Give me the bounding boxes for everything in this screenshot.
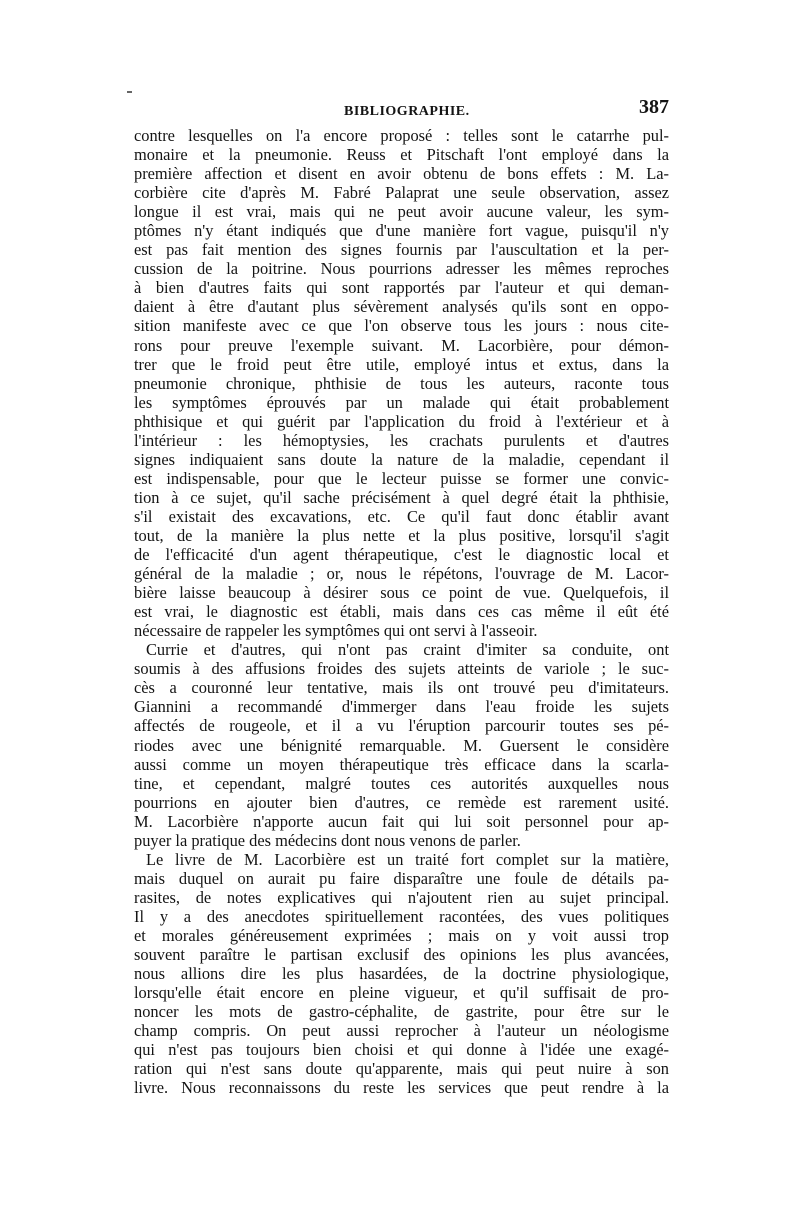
stray-ink-mark: [127, 91, 132, 93]
text-line: aussi comme un moyen thérapeutique très efficace dans la scarla-: [134, 754, 669, 774]
text-line: souvent paraître le partisan exclusif des opinions les plus avancées,: [134, 945, 669, 965]
text-line: mais duquel on aurait pu faire disparaître une foule de détails pa-: [134, 868, 669, 888]
text-line: est vrai, le diagnostic est établi, mais dans ces cas même il eût été: [134, 602, 669, 622]
text-line: affectés de rougeole, et il a vu l'éruption parcourir toutes ses pé-: [134, 716, 669, 736]
text-line: Currie et d'autres, qui n'ont pas craint d'imiter sa conduite, ont: [146, 640, 669, 660]
text-line: nécessaire de rappeler les symptômes qui ont servi à l'asseoir.: [134, 621, 538, 641]
text-line: noncer les mots de gastro-céphalite, de gastrite, pour être sur le: [134, 1002, 669, 1022]
text-line: trer que le froid peut être utile, employé intus et extus, dans la: [134, 354, 669, 374]
text-line: tion à ce sujet, qu'il sache précisément à quel degré était la phthisie,: [134, 487, 669, 507]
text-line: lorsqu'elle était encore en pleine vigueur, et qu'il suffisait de pro-: [134, 983, 669, 1003]
text-body: [134, 126, 669, 1097]
text-line: livre. Nous reconnaissons du reste les services que peut rendre à la: [134, 1078, 669, 1098]
text-line: pneumonie chronique, phthisie de tous les auteurs, raconte tous: [134, 373, 669, 393]
text-line: ration qui n'est sans doute qu'apparente, mais qui peut nuire à son: [134, 1059, 669, 1079]
text-line: sition manifeste avec ce que l'on observe tous les jours : nous cite-: [134, 316, 669, 336]
text-line: tout, de la manière la plus nette et la plus positive, lorsqu'il s'agit: [134, 525, 669, 545]
text-line: les symptômes éprouvés par un malade qui était probablement: [134, 392, 669, 412]
text-line: Le livre de M. Lacorbière est un traité fort complet sur la matière,: [146, 849, 669, 869]
page-number: 387: [639, 96, 669, 118]
text-line: rasites, de notes explicatives qui n'ajoutent rien au sujet principal.: [134, 887, 669, 907]
text-line: cussion de la poitrine. Nous pourrions adresser les mêmes reproches: [134, 259, 669, 279]
text-line: général de la maladie ; or, nous le répétons, l'ouvrage de M. Lacor-: [134, 564, 669, 584]
text-line: contre lesquelles on l'a encore proposé : telles sont le catarrhe pul-: [134, 126, 669, 145]
text-line: est pas fait mention des signes fournis par l'auscultation et la per-: [134, 240, 669, 260]
text-line: corbière cite d'après M. Fabré Palaprat une seule observation, assez: [134, 183, 669, 203]
paragraph: [134, 850, 669, 1098]
text-line: Giannini a recommandé d'immerger dans l'eau froide les sujets: [134, 697, 669, 717]
text-line: M. Lacorbière n'apporte aucun fait qui lui soit personnel pour ap-: [134, 811, 669, 831]
text-line: champ compris. On peut aussi reprocher à l'auteur un néologisme: [134, 1021, 669, 1041]
paragraph: [134, 126, 669, 640]
text-line: rons pour preuve l'exemple suivant. M. Lacorbière, pour démon-: [134, 335, 669, 355]
text-line: ptômes n'y étant indiqués que d'une manière fort vague, puisqu'il n'y: [134, 221, 669, 241]
text-line: s'il existait des excavations, etc. Ce qu'il faut donc établir avant: [134, 506, 669, 526]
text-line: bière laisse beaucoup à désirer sous ce point de vue. Quelquefois, il: [134, 583, 669, 603]
text-line: phthisique et qui guérit par l'application du froid à l'extérieur et à: [134, 411, 669, 431]
text-line: est indispensable, pour que le lecteur puisse se former une convic-: [134, 468, 669, 488]
text-line: de l'efficacité d'un agent thérapeutique, c'est le diagnostic local et: [134, 545, 669, 565]
running-title: BIBLIOGRAPHIE.: [344, 104, 470, 119]
text-line: longue il est vrai, mais qui ne peut avoir aucune valeur, les sym-: [134, 202, 669, 222]
text-line: puyer la pratique des médecins dont nous venons de parler.: [134, 830, 521, 850]
text-line: cès a couronné leur tentative, mais ils ont trouvé peu d'imitateurs.: [134, 678, 669, 698]
paragraph: [134, 640, 669, 850]
page-header: [134, 96, 669, 126]
text-line: tine, et cependant, malgré toutes ces autorités auxquelles nous: [134, 773, 669, 793]
text-line: riodes avec une bénignité remarquable. M. Guersent le considère: [134, 735, 669, 755]
text-line: daient à être d'autant plus sévèrement analysés qu'ils sont en oppo-: [134, 297, 669, 317]
text-line: Il y a des anecdotes spirituellement racontées, des vues politiques: [134, 906, 669, 926]
text-line: première affection et disent en avoir obtenu de bons effets : M. La-: [134, 164, 669, 184]
text-line: signes indiquaient sans doute la nature de la maladie, cependant il: [134, 449, 669, 469]
text-line: l'intérieur : les hémoptysies, les crachats purulents et d'autres: [134, 430, 669, 450]
text-line: à bien d'autres faits qui sont rapportés par l'auteur et qui deman-: [134, 278, 669, 298]
text-line: nous allions dire les plus hasardées, de la doctrine physiologique,: [134, 964, 669, 984]
text-line: et morales généreusement exprimées ; mais on y voit aussi trop: [134, 925, 669, 945]
text-line: qui n'est pas toujours bien choisi et qui donne à l'idée une exagé-: [134, 1040, 669, 1060]
text-line: monaire et la pneumonie. Reuss et Pitschaft l'ont employé dans la: [134, 145, 669, 165]
text-line: pourrions en ajouter bien d'autres, ce remède est rarement usité.: [134, 792, 669, 812]
text-line: soumis à des affusions froides des sujets atteints de variole ; le suc-: [134, 659, 669, 679]
book-page: [134, 96, 669, 1097]
